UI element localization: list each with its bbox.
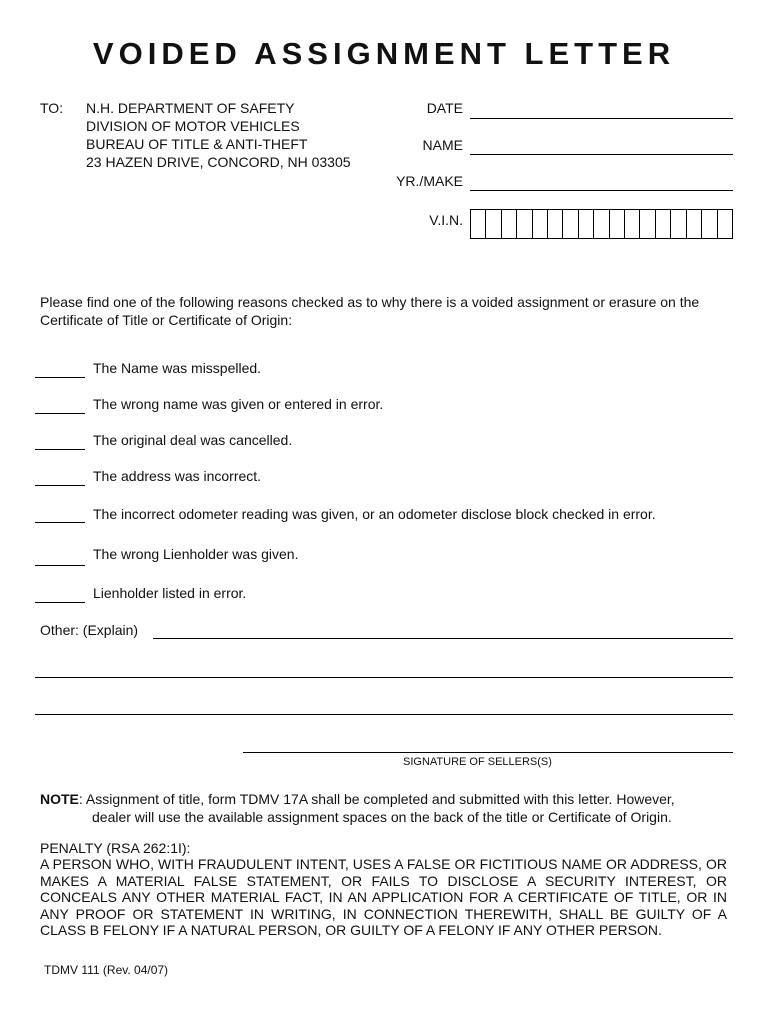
vin-cell[interactable] — [486, 210, 501, 238]
reason-7-text: Lienholder listed in error. — [93, 585, 247, 601]
page-title: VOIDED ASSIGNMENT LETTER — [92, 36, 676, 71]
note-line-2: dealer will use the available assignment spaces on the back of the title or Certificate of Origin. — [92, 809, 672, 825]
vin-cell[interactable] — [625, 210, 640, 238]
vin-cell[interactable] — [610, 210, 625, 238]
vin-cell[interactable] — [533, 210, 548, 238]
other-label: Other: (Explain) — [40, 622, 139, 638]
vin-cell[interactable] — [471, 210, 486, 238]
yr-make-label: YR./MAKE — [396, 173, 463, 189]
intro-paragraph: Please find one of the following reasons checked as to why there is a voided assignment or erasure on the Certificate of Title or Certificate of Origin: — [40, 294, 700, 328]
vin-cell[interactable] — [702, 210, 717, 238]
vin-cell[interactable] — [656, 210, 671, 238]
reason-check-5[interactable] — [35, 522, 85, 523]
reason-2-text: The wrong name was given or entered in error. — [93, 396, 384, 412]
address-line-3: BUREAU OF TITLE & ANTI-THEFT — [86, 136, 308, 152]
reason-check-2[interactable] — [35, 413, 85, 414]
yr-make-field[interactable] — [470, 190, 733, 191]
address-line-2: DIVISION OF MOTOR VEHICLES — [86, 118, 300, 134]
reason-5-text: The incorrect odometer reading was given, or an odometer disclose block checked in error. — [93, 506, 656, 522]
vin-label: V.I.N. — [429, 212, 463, 228]
vin-cell[interactable] — [687, 210, 702, 238]
vin-cell[interactable] — [579, 210, 594, 238]
vin-cell[interactable] — [718, 210, 732, 238]
note-text-1: : Assignment of title, form TDMV 17A shall be completed and submitted with this letter. However, — [78, 791, 675, 807]
vin-cell[interactable] — [671, 210, 686, 238]
note-line-1 — [40, 790, 675, 808]
other-explain-line-1[interactable] — [153, 638, 733, 639]
date-field[interactable] — [470, 118, 733, 119]
vin-cell[interactable] — [594, 210, 609, 238]
name-field[interactable] — [470, 154, 733, 155]
vin-field[interactable] — [470, 209, 733, 239]
signature-label: SIGNATURE OF SELLERS(S) — [403, 756, 552, 768]
date-label: DATE — [426, 100, 463, 116]
vin-cell[interactable] — [502, 210, 517, 238]
to-label: TO: — [40, 100, 64, 116]
signature-line[interactable] — [243, 752, 733, 753]
reason-4-text: The address was incorrect. — [93, 468, 262, 484]
address-line-4: 23 HAZEN DRIVE, CONCORD, NH 03305 — [86, 154, 351, 170]
reason-1-text: The Name was misspelled. — [93, 360, 262, 376]
note-label: NOTE — [40, 791, 79, 807]
vin-cell[interactable] — [640, 210, 655, 238]
reason-check-7[interactable] — [35, 602, 85, 603]
penalty-text: A PERSON WHO, WITH FRAUDULENT INTENT, USES A FALSE OR FICTITIOUS NAME OR ADDRESS, OR MAKES A MATERIAL FALSE STATEMENT, OR FAILS TO DISCLOSE A SECURITY INTEREST, OR CONCEALS ANY OTHER MATERIAL FACT, IN AN APPLICATION FOR A CERTIFICATE OF TITLE, OR IN ANY PROOF OR STATEMENT IN WRITING, IN CONNECTION THEREWITH, SHALL BE GUILTY OF A CLASS B FELONY IF A NATURAL PERSON, OR GUILTY OF A FELONY IF ANY OTHER PERSON. — [40, 856, 727, 938]
vin-cell[interactable] — [517, 210, 532, 238]
vin-cell[interactable] — [548, 210, 563, 238]
reason-3-text: The original deal was cancelled. — [93, 432, 293, 448]
reason-6-text: The wrong Lienholder was given. — [93, 546, 299, 562]
other-explain-line-3[interactable] — [35, 714, 733, 715]
reason-check-6[interactable] — [35, 565, 85, 566]
penalty-heading: PENALTY (RSA 262:1I): — [40, 840, 191, 856]
reason-check-4[interactable] — [35, 485, 85, 486]
reason-check-3[interactable] — [35, 449, 85, 450]
vin-cell[interactable] — [563, 210, 578, 238]
address-line-1: N.H. DEPARTMENT OF SAFETY — [86, 100, 295, 116]
reason-check-1[interactable] — [35, 377, 85, 378]
name-label: NAME — [422, 137, 463, 153]
form-number: TDMV 111 (Rev. 04/07) — [44, 963, 169, 977]
other-explain-line-2[interactable] — [35, 677, 733, 678]
